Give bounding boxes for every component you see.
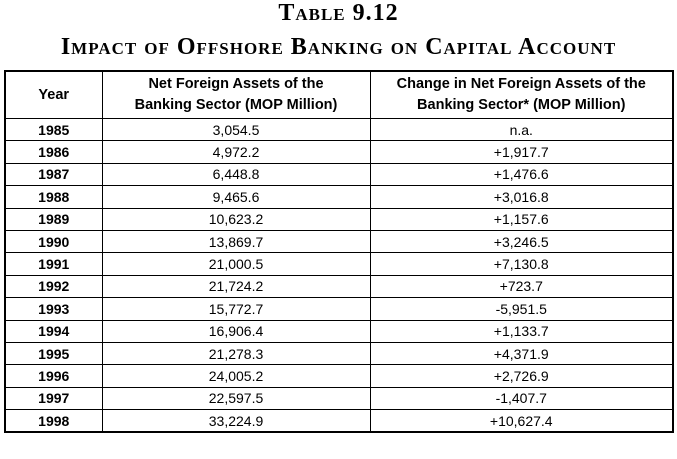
year-cell: 1995 <box>5 342 102 364</box>
table-row <box>5 410 673 433</box>
year-cell: 1988 <box>5 186 102 208</box>
net-foreign-assets-cell: 9,465.6 <box>102 186 370 208</box>
table-row <box>5 365 673 387</box>
change-cell: +723.7 <box>370 275 673 297</box>
table-row <box>5 186 673 208</box>
header-row <box>5 71 673 119</box>
year-cell: 1986 <box>5 141 102 163</box>
table-number: Table 9.12 <box>278 0 399 26</box>
table-row <box>5 119 673 141</box>
table-row <box>5 387 673 409</box>
change-cell: +1,133.7 <box>370 320 673 342</box>
header-net-foreign-assets: Net Foreign Assets of the Banking Sector (MOP Million) <box>102 71 370 119</box>
year-cell: 1985 <box>5 119 102 141</box>
change-cell: +7,130.8 <box>370 253 673 275</box>
change-cell: +1,917.7 <box>370 141 673 163</box>
change-cell: n.a. <box>370 119 673 141</box>
table-row <box>5 141 673 163</box>
net-foreign-assets-cell: 16,906.4 <box>102 320 370 342</box>
header-year: Year <box>5 71 102 119</box>
net-foreign-assets-cell: 21,724.2 <box>102 275 370 297</box>
table-title: Impact of Offshore Banking on Capital Account <box>60 34 617 60</box>
net-foreign-assets-cell: 22,597.5 <box>102 387 370 409</box>
change-cell: +2,726.9 <box>370 365 673 387</box>
change-cell: -1,407.7 <box>370 387 673 409</box>
data-table <box>4 70 674 433</box>
table-row <box>5 342 673 364</box>
table-row <box>5 230 673 252</box>
year-cell: 1992 <box>5 275 102 297</box>
table-row <box>5 275 673 297</box>
net-foreign-assets-cell: 24,005.2 <box>102 365 370 387</box>
net-foreign-assets-cell: 13,869.7 <box>102 230 370 252</box>
net-foreign-assets-cell: 15,772.7 <box>102 298 370 320</box>
net-foreign-assets-cell: 6,448.8 <box>102 163 370 185</box>
table-row <box>5 298 673 320</box>
header-change-net-foreign-assets: Change in Net Foreign Assets of the Banking Sector* (MOP Million) <box>370 71 673 119</box>
year-cell: 1994 <box>5 320 102 342</box>
table-row <box>5 253 673 275</box>
change-cell: -5,951.5 <box>370 298 673 320</box>
year-cell: 1998 <box>5 410 102 433</box>
year-cell: 1987 <box>5 163 102 185</box>
change-cell: +1,476.6 <box>370 163 673 185</box>
change-cell: +4,371.9 <box>370 342 673 364</box>
year-cell: 1996 <box>5 365 102 387</box>
table-body <box>5 119 673 433</box>
net-foreign-assets-cell: 21,278.3 <box>102 342 370 364</box>
change-cell: +10,627.4 <box>370 410 673 433</box>
change-cell: +1,157.6 <box>370 208 673 230</box>
year-cell: 1991 <box>5 253 102 275</box>
net-foreign-assets-cell: 3,054.5 <box>102 119 370 141</box>
net-foreign-assets-cell: 21,000.5 <box>102 253 370 275</box>
net-foreign-assets-cell: 10,623.2 <box>102 208 370 230</box>
table-row <box>5 320 673 342</box>
year-cell: 1997 <box>5 387 102 409</box>
year-cell: 1990 <box>5 230 102 252</box>
table-row <box>5 208 673 230</box>
year-cell: 1993 <box>5 298 102 320</box>
year-cell: 1989 <box>5 208 102 230</box>
net-foreign-assets-cell: 4,972.2 <box>102 141 370 163</box>
table-row <box>5 163 673 185</box>
change-cell: +3,016.8 <box>370 186 673 208</box>
change-cell: +3,246.5 <box>370 230 673 252</box>
net-foreign-assets-cell: 33,224.9 <box>102 410 370 433</box>
